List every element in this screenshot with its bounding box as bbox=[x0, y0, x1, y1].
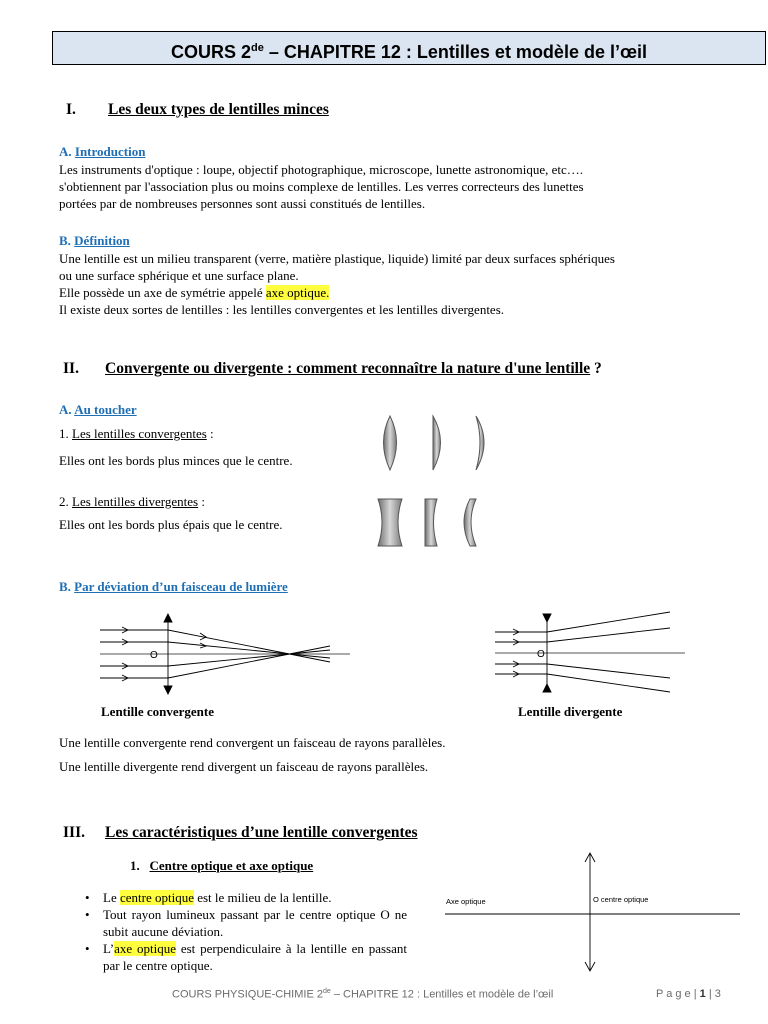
plano-concave-lens bbox=[425, 499, 437, 546]
convergent-description: Elles ont les bords plus minces que le centre. bbox=[59, 453, 293, 468]
convergent-label: 1. Les lentilles convergentes : bbox=[59, 426, 214, 441]
section-3-heading: III. Les caractéristiques d’une lentille convergentes bbox=[63, 824, 418, 841]
section-1-sub-a: A. Introduction bbox=[59, 144, 146, 159]
definition-paragraph: Une lentille est un milieu transparent (verre, matière plastique, liquide) limité par deux surfaces sphériques ou une surface sphérique et une surface plane. Elle possède un axe de symétrie appelé axe optique. Il existe deux sortes de lentilles : les lentilles convergentes et les lentilles divergentes. bbox=[59, 251, 615, 317]
convergent-lenses-figure bbox=[370, 412, 500, 474]
section-2-sub-a: A. Au toucher bbox=[59, 402, 137, 417]
intro-paragraph: Les instruments d'optique : loupe, objectif photographique, microscope, lunette astronomique, etc…. s'obtiennent par l'association plus ou moins complexe de lentilles. Les verres correcteurs des lunettes portées par de nombreuses personnes sont aussi constitués de lentilles. bbox=[59, 162, 584, 211]
highlight-axe-optique: axe optique. bbox=[265, 285, 330, 300]
divergent-ray-diagram bbox=[495, 608, 695, 698]
caption-divergent: Lentille divergente bbox=[518, 704, 623, 719]
section-1-heading: I. Les deux types de lentilles minces bbox=[66, 101, 329, 118]
biconvex-lens bbox=[384, 416, 397, 470]
plano-convex-lens bbox=[433, 416, 441, 470]
section-3-sub-1: 1. Centre optique et axe optique bbox=[130, 858, 314, 873]
section-1-sub-b: B. Définition bbox=[59, 233, 130, 248]
convergent-ray-diagram bbox=[100, 612, 360, 702]
sentence-divergent: Une lentille divergente rend divergent un faisceau de rayons parallèles. bbox=[59, 759, 429, 774]
meniscus-divergent-lens bbox=[464, 499, 476, 546]
footer-course-title: COURS PHYSIQUE-CHIMIE 2de – CHAPITRE 12 : Lentilles et modèle de l’œil bbox=[172, 988, 554, 1001]
biconcave-lens bbox=[378, 499, 402, 546]
section-2-sub-b: B. Par déviation d’un faisceau de lumière bbox=[59, 579, 288, 594]
meniscus-convergent-lens bbox=[476, 416, 484, 470]
divergent-lenses-figure bbox=[370, 495, 500, 550]
divergent-label: 2. Les lentilles divergentes : bbox=[59, 494, 205, 509]
svg-text:Axe optique: Axe optique bbox=[446, 897, 486, 906]
sentence-convergent: Une lentille convergente rend convergent un faisceau de rayons parallèles. bbox=[59, 735, 446, 750]
bullet-axe-optique: • L’axe optique est perpendiculaire à la lentille en passant par le centre optique. bbox=[75, 940, 407, 974]
section-2-heading: II. Convergente ou divergente : comment reconnaître la nature d'une lentille ? bbox=[63, 360, 602, 377]
svg-text:O: O bbox=[150, 650, 158, 661]
optical-axis-figure bbox=[440, 850, 745, 975]
bullet-centre-optique: • Le centre optique est le milieu de la lentille. bbox=[75, 889, 407, 906]
section-3-bullets bbox=[75, 889, 407, 974]
footer-page-number: P a g e | 1 | 3 bbox=[656, 988, 721, 1000]
svg-text:O: O bbox=[537, 649, 545, 660]
divergent-description: Elles ont les bords plus épais que le centre. bbox=[59, 517, 283, 532]
svg-text:O centre optique: O centre optique bbox=[593, 895, 649, 904]
caption-convergent: Lentille convergente bbox=[101, 704, 214, 719]
bullet-rayon: • Tout rayon lumineux passant par le centre optique O ne subit aucune déviation. bbox=[75, 906, 407, 940]
page-title: COURS 2de – CHAPITRE 12 : Lentilles et modèle de l’œil bbox=[52, 31, 766, 65]
